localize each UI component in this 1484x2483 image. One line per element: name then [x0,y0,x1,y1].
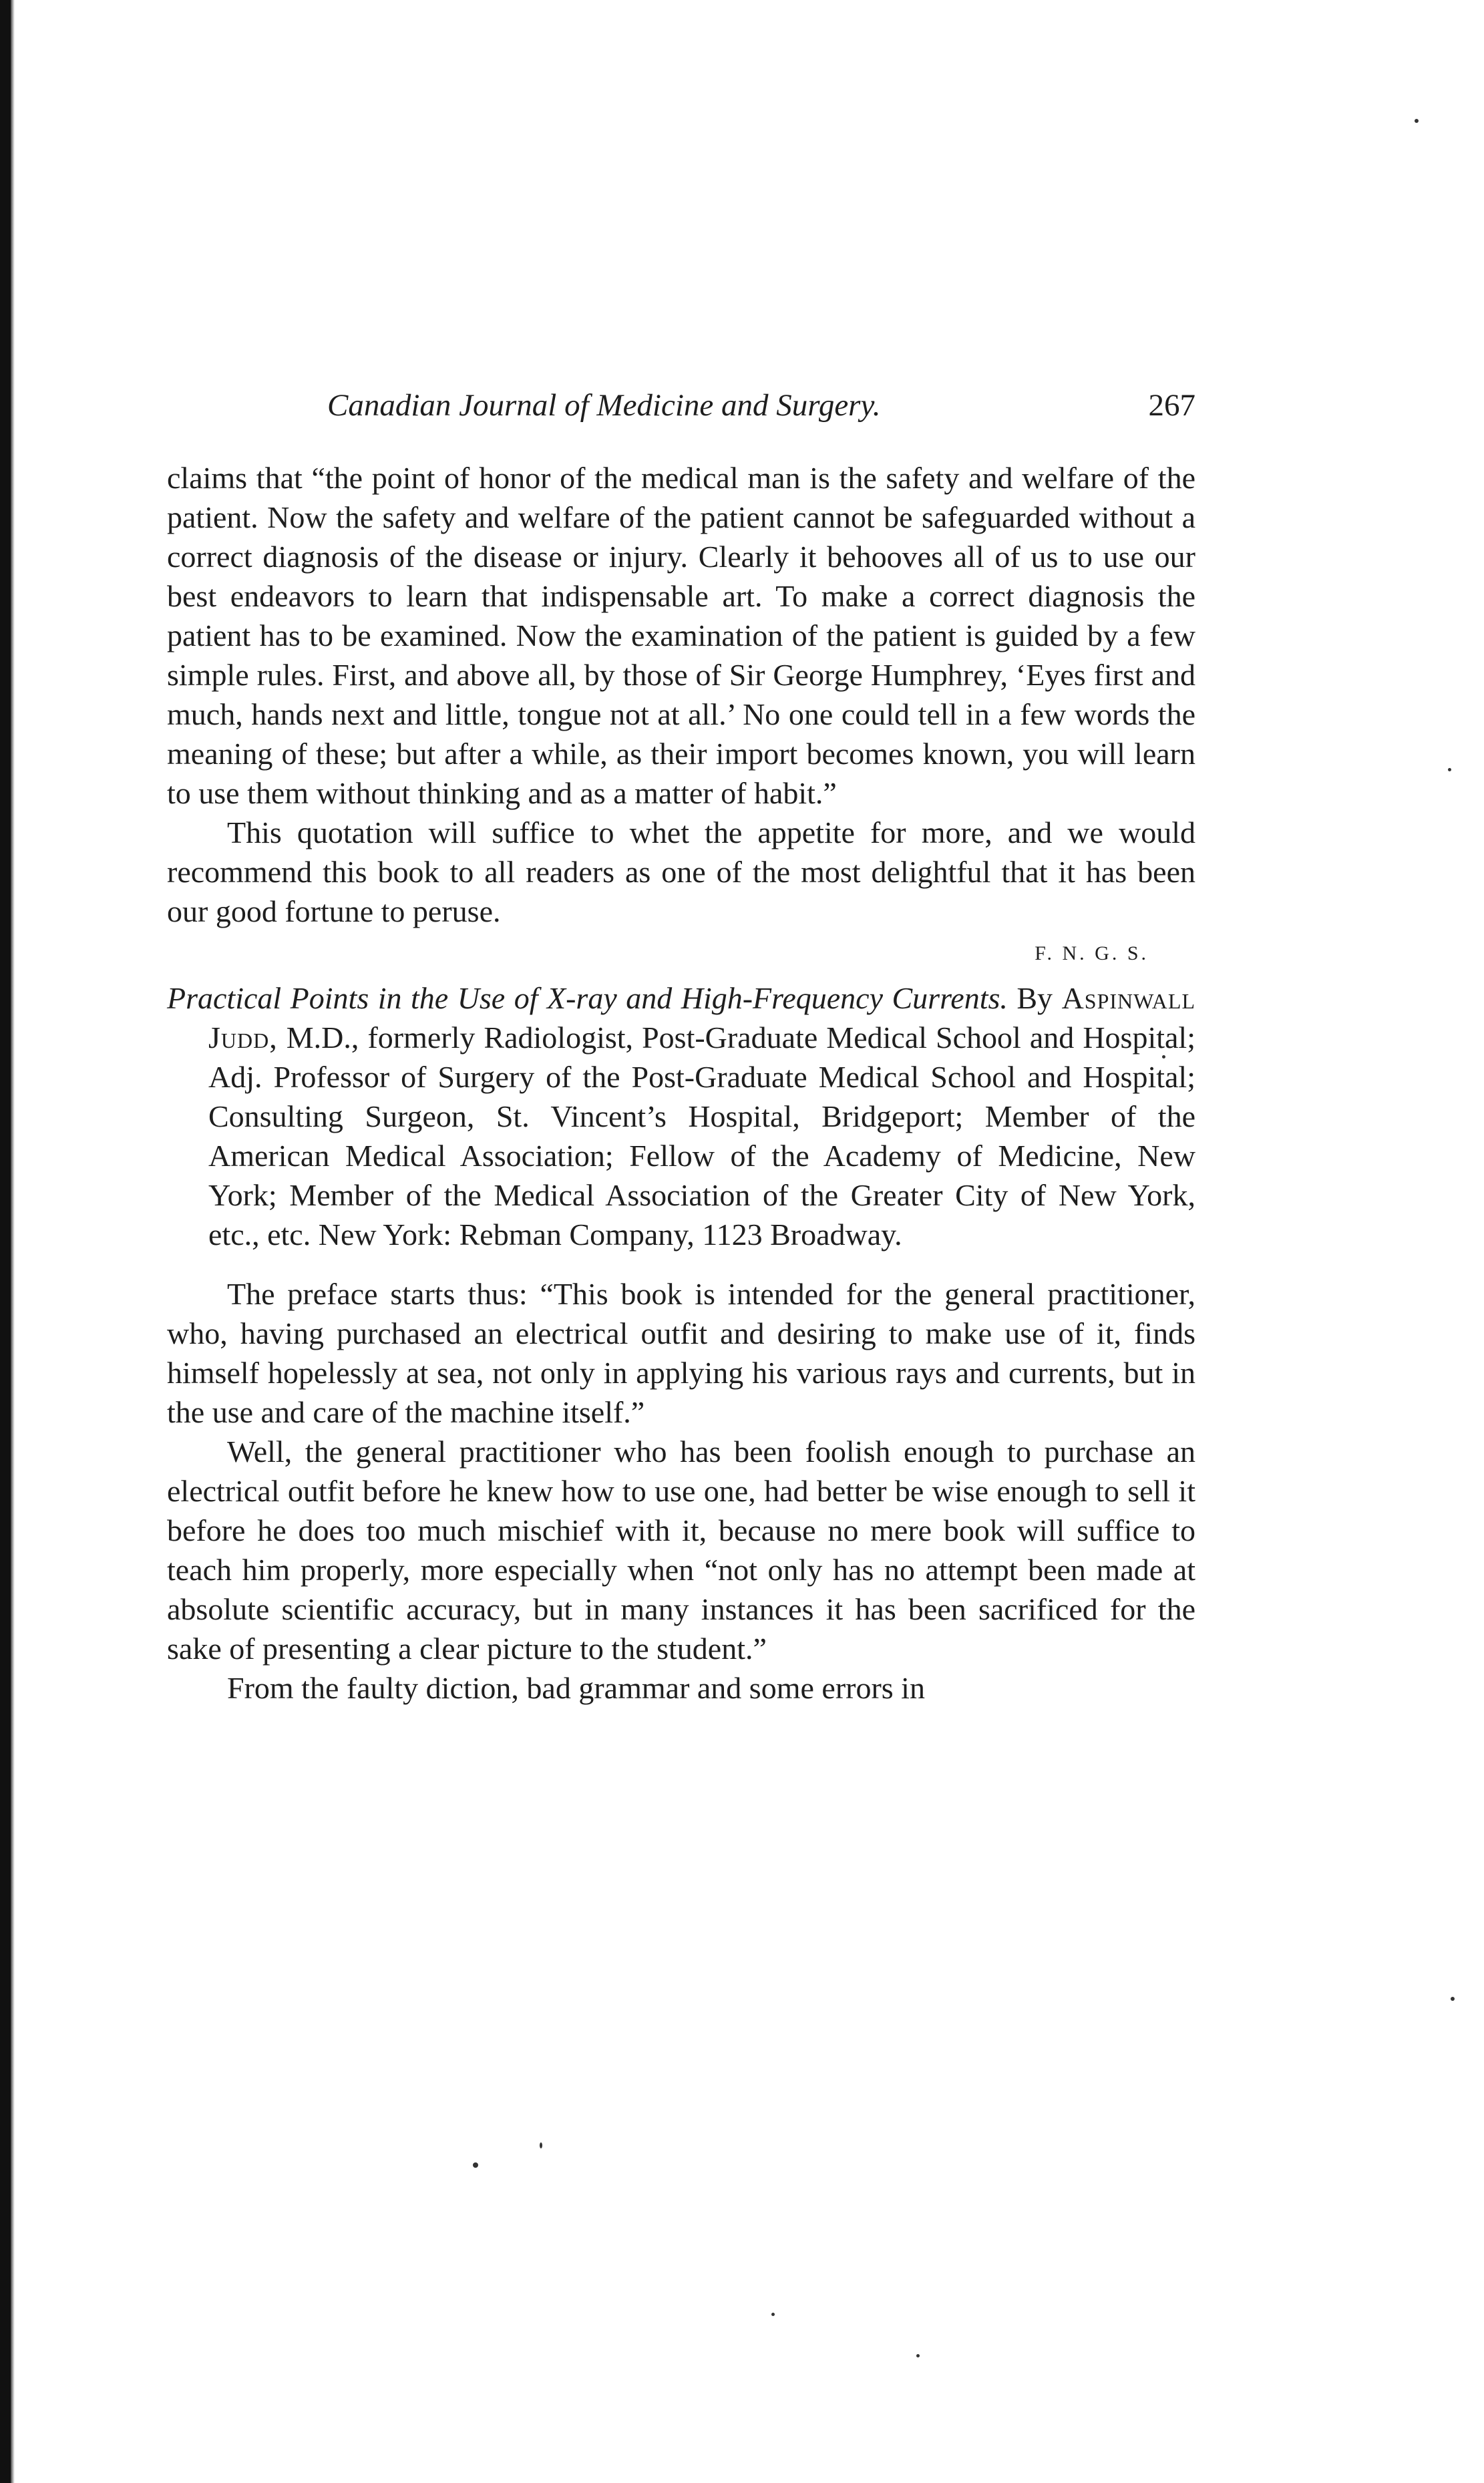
continued-quotation-paragraph: claims that “the point of honor of the medical man is the safety and welfare of the patient. Now the safety and welfare of the patient cannot be safeguarded without a correct diagnosis of the disease or injury. Clearly it behooves all of us to use our best endeavors to learn that indispensable art. To make a correct diagnosis the patient has to be examined. Now the examination of the patient is guided by a few simple rules. First, and above all, by those of Sir George Humphrey, ‘Eyes first and much, hands next and little, tongue not at all.’ No one could tell in a few words the meaning of these; but after a while, as their import becomes known, you will learn to use them without thinking and as a matter of habit.” [167,461,1195,810]
review-paragraph: The preface starts thus: “This book is intended for the general practitioner, who, having purchased an electrical outfit and desiring to make use of it, finds himself hopelessly at sea, not only in applying his various rays and currents, but in the use and care of the machine itself.” [167,1277,1195,1429]
reviewer-initials: F. N. G. S. [1035,942,1149,964]
book-title: Practical Points in the Use of X-ray and High-Frequency Currents. [167,981,1008,1015]
page-number: 267 [1148,388,1195,423]
book-author: Aspinwall Judd, [208,981,1196,1055]
page-speck [540,2142,542,2148]
journal-title: Canadian Journal of Medicine and Surgery. [327,388,881,423]
page-speck [1448,768,1451,771]
binding-edge [0,0,11,2483]
page-speck [916,2354,920,2357]
review-paragraph: Well, the general practitioner who has been foolish enough to purchase an electrical outfit before he knew how to use one, had better be wise enough to sell it before he does too much mischief with it, because no mere book will suffice to teach him properly, more especially when “not only has no attempt been made at absolute scientific accuracy, but in many instances it has been sacrificed for the sake of presenting a clear picture to the student.” [167,1435,1195,1666]
page-speck [1415,119,1419,123]
journal-page [167,387,1195,1708]
page-speck [771,2313,775,2316]
book-review-citation [167,978,1195,1254]
running-head [167,387,1195,441]
page-speck [473,2162,478,2168]
by-word: By [1016,981,1053,1015]
author-details: M.D., formerly Radiologist, Post-Graduate Medical School and Hospital; Adj. Professor of Surgery of the Post-Graduate Medical School and Hospital; Consulting Surgeon, St. Vincent’s Hospital, Bridgeport; Member of the American Medical Association; Fellow of the Academy of Medicine, New York; Member of the Medical Association of the Greater City of New York, etc., etc. New York: Rebman Company, 1123 Broadway. [208,1020,1195,1252]
review-paragraph: From the faulty diction, bad grammar and some errors in [227,1671,925,1705]
recommendation-paragraph: This quotation will suffice to whet the appetite for more, and we would recommend this book to all readers as one of the most delightful that it has been our good fortune to peruse. [167,815,1195,928]
page-speck [1451,1997,1455,2001]
